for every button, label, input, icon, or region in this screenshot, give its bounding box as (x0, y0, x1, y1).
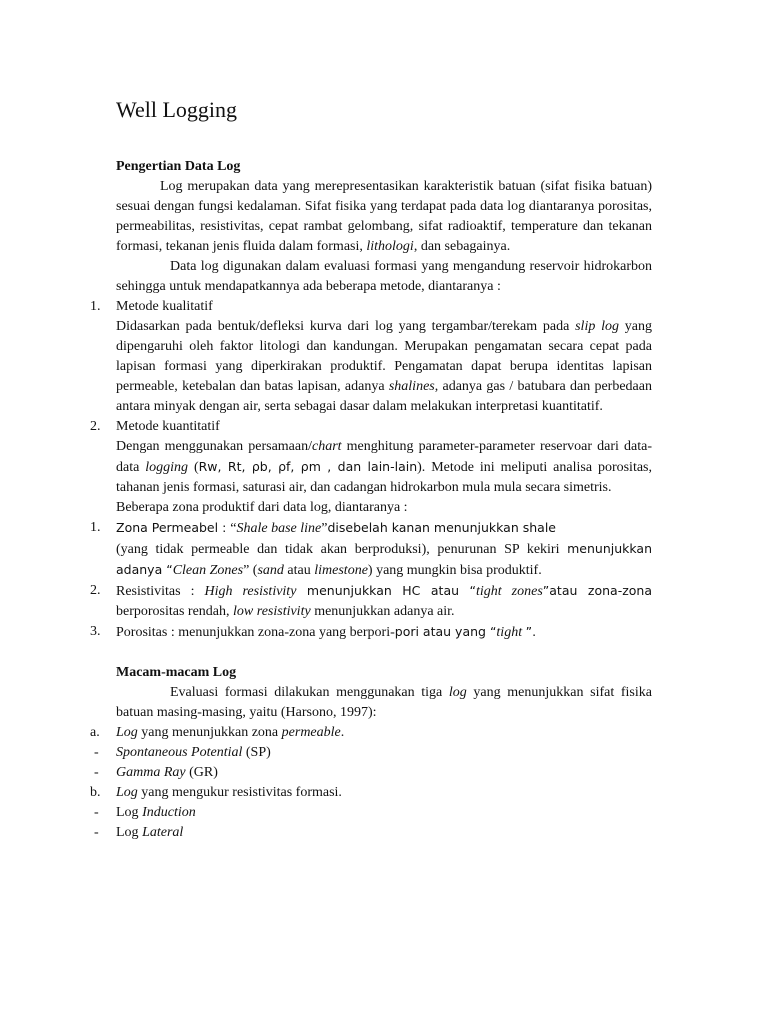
method-quantitative (90, 417, 653, 498)
method-title: Metode kuantitatif (116, 419, 220, 434)
list-number: 2. (90, 583, 101, 598)
section-heading-macam-log: Macam-macam Log (116, 665, 237, 680)
list-number: 1. (90, 299, 101, 314)
list-dash: - (94, 745, 99, 760)
zona-resistivitas: 2. Resistivitas : High resistivity menunjukkan HC atau “tight zones”atau zona-zona berporositas rendah, low resistivity menunjukkan adanya air. (90, 583, 652, 619)
log-group-resistivity: b. Log yang mengukur resistivitas formasi. (116, 783, 652, 803)
log-gr: - Gamma Ray (GR) (116, 763, 652, 783)
zona-permeabel: 1. Zona Permeabel : “Shale base line”disebelah kanan menunjukkan shale (yang tidak permeable dan tidak akan berproduksi), penurunan SP kekiri menunjukkan adanya “Clean Zones” (sand atau limestone) yang mungkin bisa produktif. (90, 520, 652, 578)
paragraph-definition: Log merupakan data yang merepresentasikan karakteristik batuan (sifat fisika batuan) sesuai dengan fungsi kedalaman. Sifat fisika yang terdapat pada data log diantaranya porositas, permeabilitas, resistivitas, cepat rambat gelombang, sifat radioaktif, temperature dan tekanan formasi, tekanan jenis fluida dalam formasi, lithologi, dan sebagainya. (116, 179, 652, 254)
section-heading-pengertian: Pengertian Data Log (116, 159, 241, 174)
list-number: 1. (90, 520, 101, 535)
log-group-permeable: a. Log yang menunjukkan zona permeable. (116, 723, 652, 743)
zona-porositas: 3. Porositas : menunjukkan zona-zona yang berpori-pori atau yang “tight ”. (90, 624, 537, 640)
log-sp: - Spontaneous Potential (SP) (116, 743, 652, 763)
document-body (90, 157, 653, 843)
method-qualitative (90, 297, 653, 417)
paragraph-zona-intro: Beberapa zona produktif dari data log, diantaranya : (116, 500, 408, 515)
list-number: 3. (90, 624, 101, 639)
method-title: Metode kualitatif (116, 299, 213, 314)
spacer (116, 643, 652, 663)
method-description: Dengan menggunakan persamaan/chart menghitung parameter-parameter reservoar dari data-data logging (Rw, Rt, ρb, ρf, ρm , dan lain-lain). Metode ini meliputi analisa porositas, tahanan jenis formasi, saturasi air, dan cadangan hidrokarbon mula mula secara simetris. (116, 439, 653, 495)
list-dash: - (94, 805, 99, 820)
paragraph-methods-intro: Data log digunakan dalam evaluasi formasi yang mengandung reservoir hidrokarbon sehingga untuk mendapatkannya ada beberapa metode, diantaranya : (116, 259, 652, 294)
list-letter: b. (90, 785, 101, 800)
list-letter: a. (90, 725, 100, 740)
paragraph-log-types-intro: Evaluasi formasi dilakukan menggunakan tiga log yang menunjukkan sifat fisika batuan masing-masing, yaitu (Harsono, 1997): (116, 685, 652, 720)
log-induction: - Log Induction (116, 803, 652, 823)
method-description: Didasarkan pada bentuk/defleksi kurva dari log yang tergambar/terekam pada slip log yang dipengaruhi oleh faktor litologi dan kandungan. Merupakan pengamatan secara cepat pada lapisan formasi yang diperkirakan produktif. Pengamatan dapat berupa identitas lapisan permeable, ketebalan dan batas lapisan, adanya shalines, adanya gas / batubara dan perbedaan antara minyak dengan air, serta sebagai dasar dalam melakukan interpretasi kuantitatif. (116, 319, 653, 414)
list-number: 2. (90, 419, 101, 434)
list-dash: - (94, 765, 99, 780)
log-lateral: - Log Lateral (116, 823, 652, 843)
list-dash: - (94, 825, 99, 840)
document-title: Well Logging (116, 97, 238, 122)
